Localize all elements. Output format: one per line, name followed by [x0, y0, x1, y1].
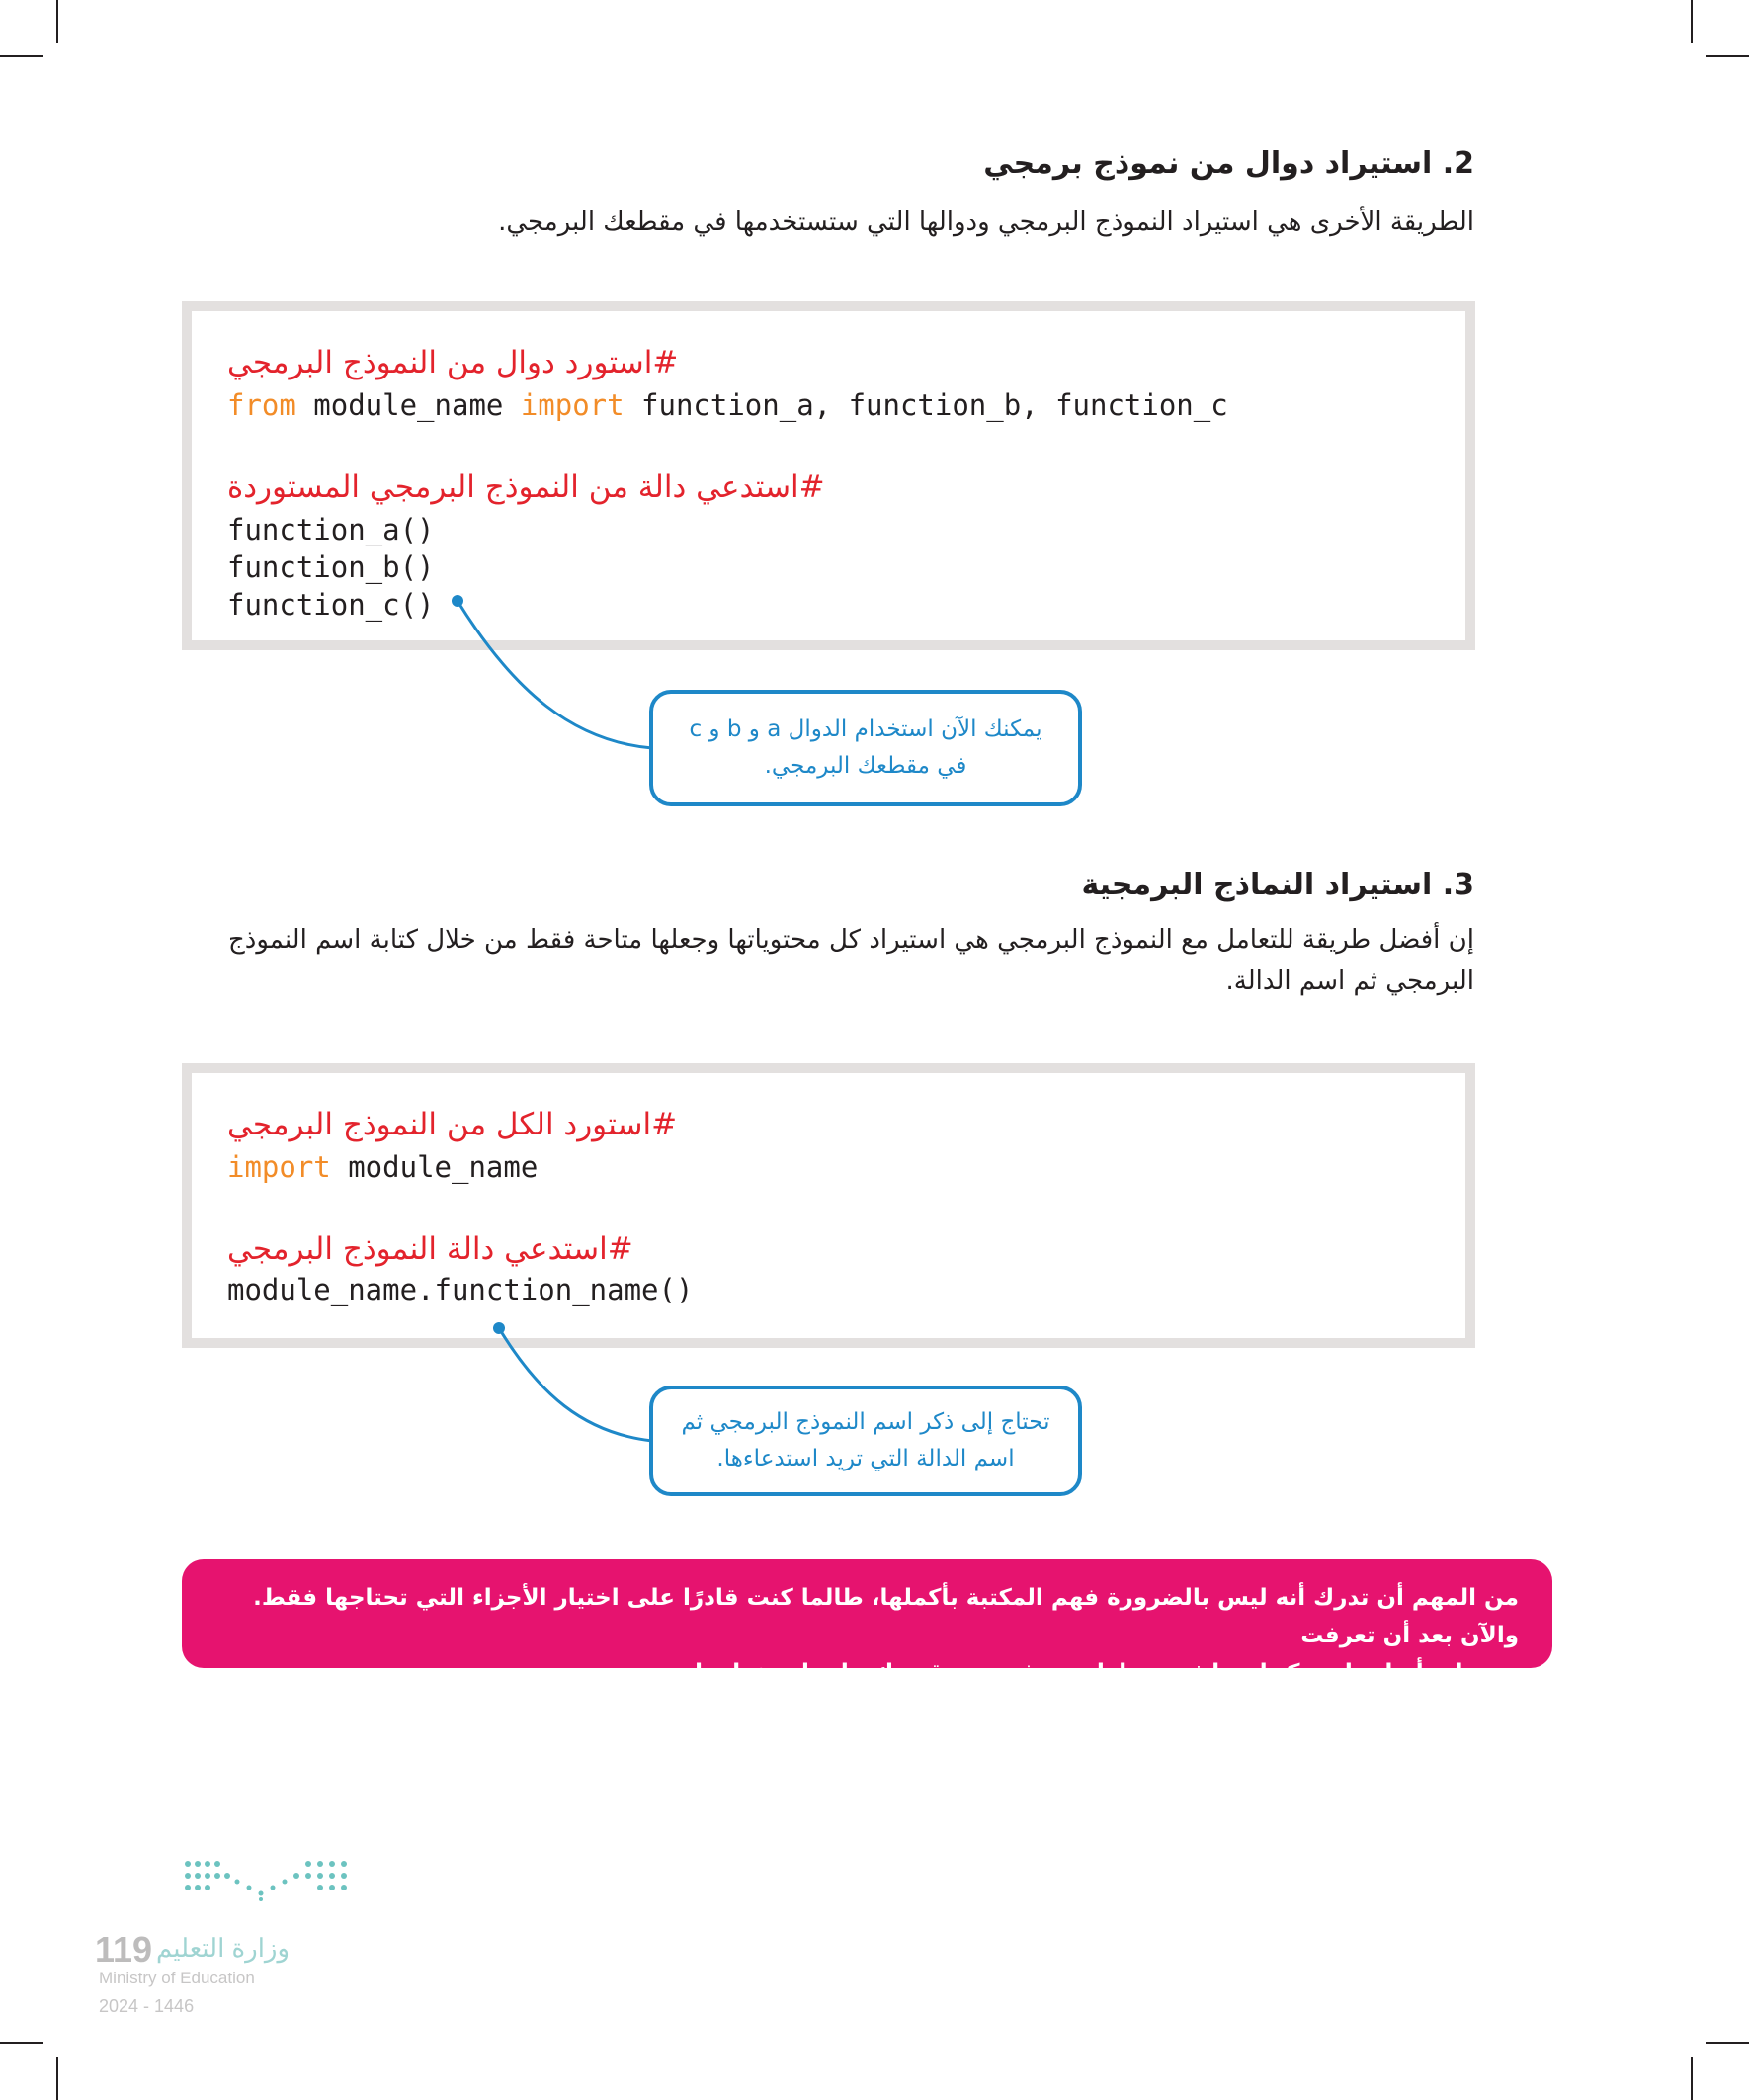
- keyword-from: from: [227, 388, 296, 422]
- code-comment: #استورد دوال من النموذج البرمجي: [227, 345, 679, 380]
- ministry-name-en: Ministry of Education: [99, 1969, 255, 1987]
- code-line: module_name.function_name(): [227, 1273, 694, 1306]
- code-line: function_a(): [227, 513, 435, 546]
- callout-line: في مقطعك البرمجي.: [764, 753, 967, 779]
- callout-line: تحتاج إلى ذكر اسم النموذج البرمجي ثم: [681, 1409, 1050, 1435]
- code-text: function_a, function_b, function_c: [624, 388, 1228, 422]
- paragraph-line: إن أفضل طريقة للتعامل مع النموذج البرمجي هي استيراد كل محتوياتها وجعلها متاحة فقط من خلال كتابة اسم النموذج: [228, 925, 1474, 955]
- note-box: [182, 1559, 1552, 1686]
- edition-year: 2024 - 1446: [99, 1996, 195, 2016]
- note-line: على أساسيات مكتبات بايثون، حاول معرفة مدى قدرتك على استخدامها.: [686, 1660, 1479, 1686]
- ministry-name-ar: وزارة التعليم: [156, 1933, 291, 1963]
- keyword-import: import: [520, 388, 625, 422]
- keyword-import: import: [227, 1150, 331, 1184]
- note-line: من المهم أن تدرك أنه ليس بالضرورة فهم المكتبة بأكملها، طالما كنت قادرًا على اختيار الأجزاء التي تحتاجها فقط. والآن بعد أن تعرفت: [253, 1585, 1519, 1648]
- page-number: 119: [95, 1929, 153, 1970]
- callout-line: اسم الدالة التي تريد استدعاءها.: [716, 1446, 1015, 1471]
- section2-heading: 2. استيراد دوال من نموذج برمجي: [983, 146, 1474, 181]
- code-comment: #استدعي دالة من النموذج البرمجي المستوردة: [227, 469, 825, 505]
- code-comment: #استدعي دالة النموذج البرمجي: [227, 1231, 633, 1267]
- section2-paragraph: الطريقة الأخرى هي استيراد النموذج البرمجي ودوالها التي ستستخدمها في مقطعك البرمجي.: [498, 208, 1474, 237]
- code-text: module_name: [295, 388, 521, 422]
- code-text: module_name: [330, 1150, 539, 1184]
- callout-line: يمكنك الآن استخدام الدوال a و b و c: [689, 716, 1042, 742]
- section3-heading: 3. استيراد النماذج البرمجية: [1081, 868, 1474, 902]
- ministry-logo-icon: [178, 1858, 356, 1907]
- connector-line: [458, 601, 652, 748]
- code-comment: #استورد الكل من النموذج البرمجي: [227, 1107, 678, 1142]
- code-line: function_c(): [227, 588, 435, 622]
- code-line: function_b(): [227, 550, 435, 584]
- connector-line: [499, 1328, 652, 1441]
- paragraph-line: البرمجي ثم اسم الدالة.: [1225, 966, 1474, 996]
